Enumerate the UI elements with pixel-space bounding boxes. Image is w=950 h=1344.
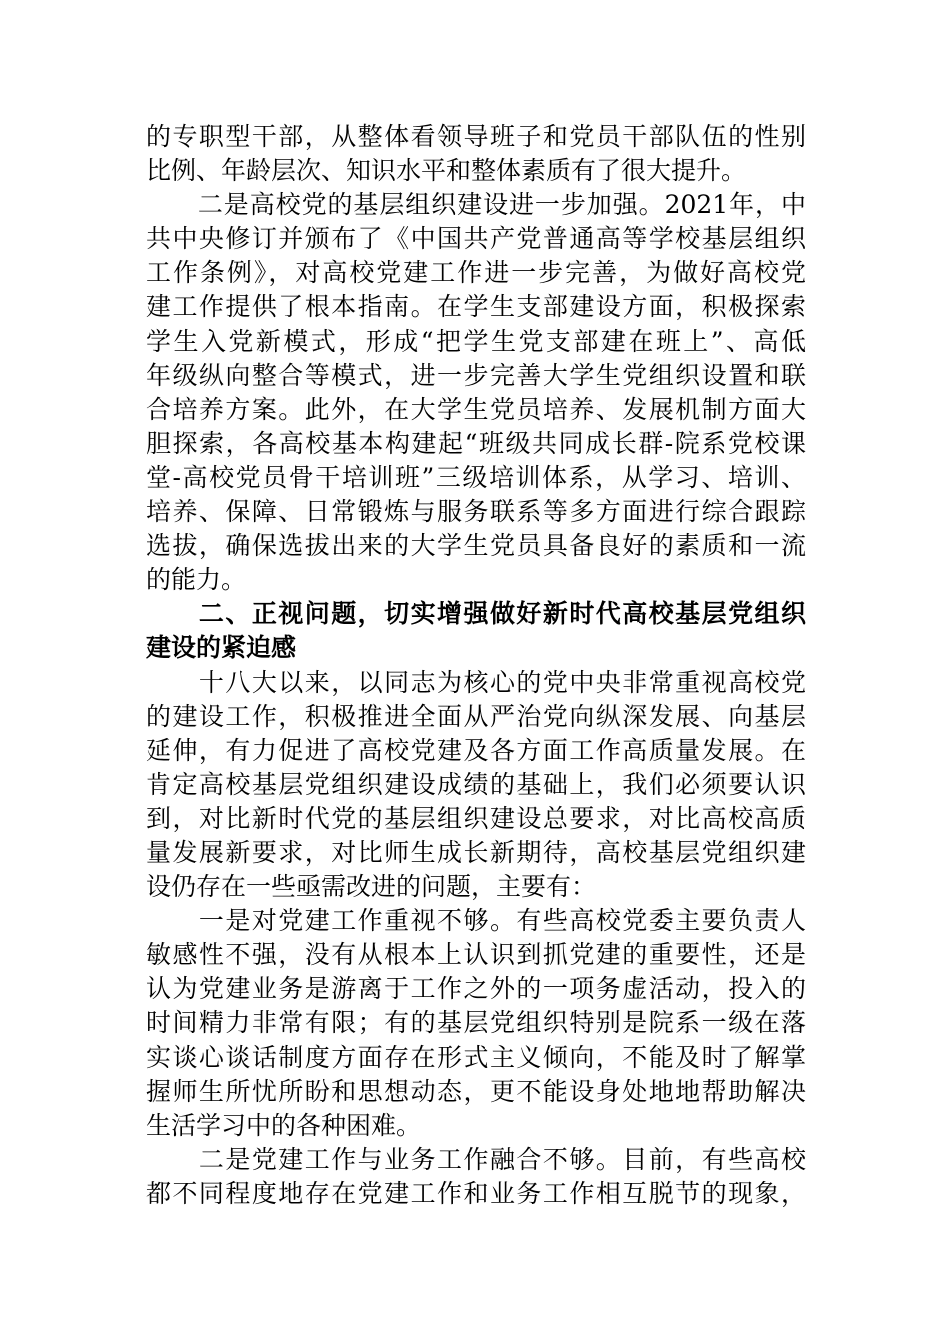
body-text-line: 到，对比新时代党的基层组织建设总要求，对比高校高质 <box>146 803 806 833</box>
body-text-line: 共中央修订并颁布了《中国共产党普通高等学校基层组织 <box>146 224 806 254</box>
body-text-line: 十八大以来，以同志为核心的党中央非常重视高校党 <box>146 667 806 697</box>
body-text-line: 量发展新要求，对比师生成长新期待，高校基层党组织建 <box>146 837 806 867</box>
body-text-line: 实谈心谈话制度方面存在形式主义倾向，不能及时了解掌 <box>146 1042 806 1072</box>
section-heading-line: 建设的紧迫感 <box>146 633 297 663</box>
body-text-line: 选拔，确保选拔出来的大学生党员具备良好的素质和一流 <box>146 531 806 561</box>
body-text-line: 一是对党建工作重视不够。有些高校党委主要负责人 <box>146 906 806 936</box>
body-text-line: 比例、年龄层次、知识水平和整体素质有了很大提升。 <box>146 156 747 186</box>
body-text-line: 二是高校党的基层组织建设进一步加强。2021年，中 <box>146 190 806 220</box>
body-text-line: 的专职型干部，从整体看领导班子和党员干部队伍的性别 <box>146 122 806 151</box>
body-text-line: 设仍存在一些亟需改进的问题，主要有： <box>146 872 597 902</box>
body-text-line: 敏感性不强，没有从根本上认识到抓党建的重要性，还是 <box>146 940 806 970</box>
body-text-line: 堂-高校党员骨干培训班”三级培训体系，从学习、培训、 <box>146 462 806 492</box>
body-text-line: 肯定高校基层党组织建设成绩的基础上，我们必须要认识 <box>146 769 806 799</box>
body-text-line: 都不同程度地存在党建工作和业务工作相互脱节的现象， <box>146 1178 806 1208</box>
body-text-line: 生活学习中的各种困难。 <box>146 1110 422 1140</box>
body-text-line: 年级纵向整合等模式，进一步完善大学生党组织设置和联 <box>146 360 806 390</box>
body-text-line: 时间精力非常有限；有的基层党组织特别是院系一级在落 <box>146 1008 806 1038</box>
body-text-line: 的建设工作，积极推进全面从严治党向纵深发展、向基层 <box>146 701 806 731</box>
body-text-line: 工作条例》，对高校党建工作进一步完善，为做好高校党 <box>146 258 806 288</box>
body-text-line: 建工作提供了根本指南。在学生支部建设方面，积极探索 <box>146 292 806 322</box>
document-page <box>146 120 806 1211</box>
body-text-line: 握师生所忧所盼和思想动态，更不能设身处地地帮助解决 <box>146 1076 806 1106</box>
body-text-line: 的能力。 <box>146 565 247 595</box>
body-text-line: 合培养方案。此外，在大学生党员培养、发展机制方面大 <box>146 394 806 424</box>
body-text-line: 学生入党新模式，形成“把学生党支部建在班上”、高低 <box>146 326 806 356</box>
body-text-line: 延伸，有力促进了高校党建及各方面工作高质量发展。在 <box>146 735 806 765</box>
section-heading-line: 二、正视问题，切实增强做好新时代高校基层党组织 <box>146 599 806 629</box>
body-text-line: 培养、保障、日常锻炼与服务联系等多方面进行综合跟踪 <box>146 497 806 527</box>
body-text-line: 胆探索，各高校基本构建起“班级共同成长群-院系党校课 <box>146 428 806 458</box>
body-text-line: 认为党建业务是游离于工作之外的一项务虚活动，投入的 <box>146 974 806 1004</box>
body-text-line: 二是党建工作与业务工作融合不够。目前，有些高校 <box>146 1144 806 1174</box>
